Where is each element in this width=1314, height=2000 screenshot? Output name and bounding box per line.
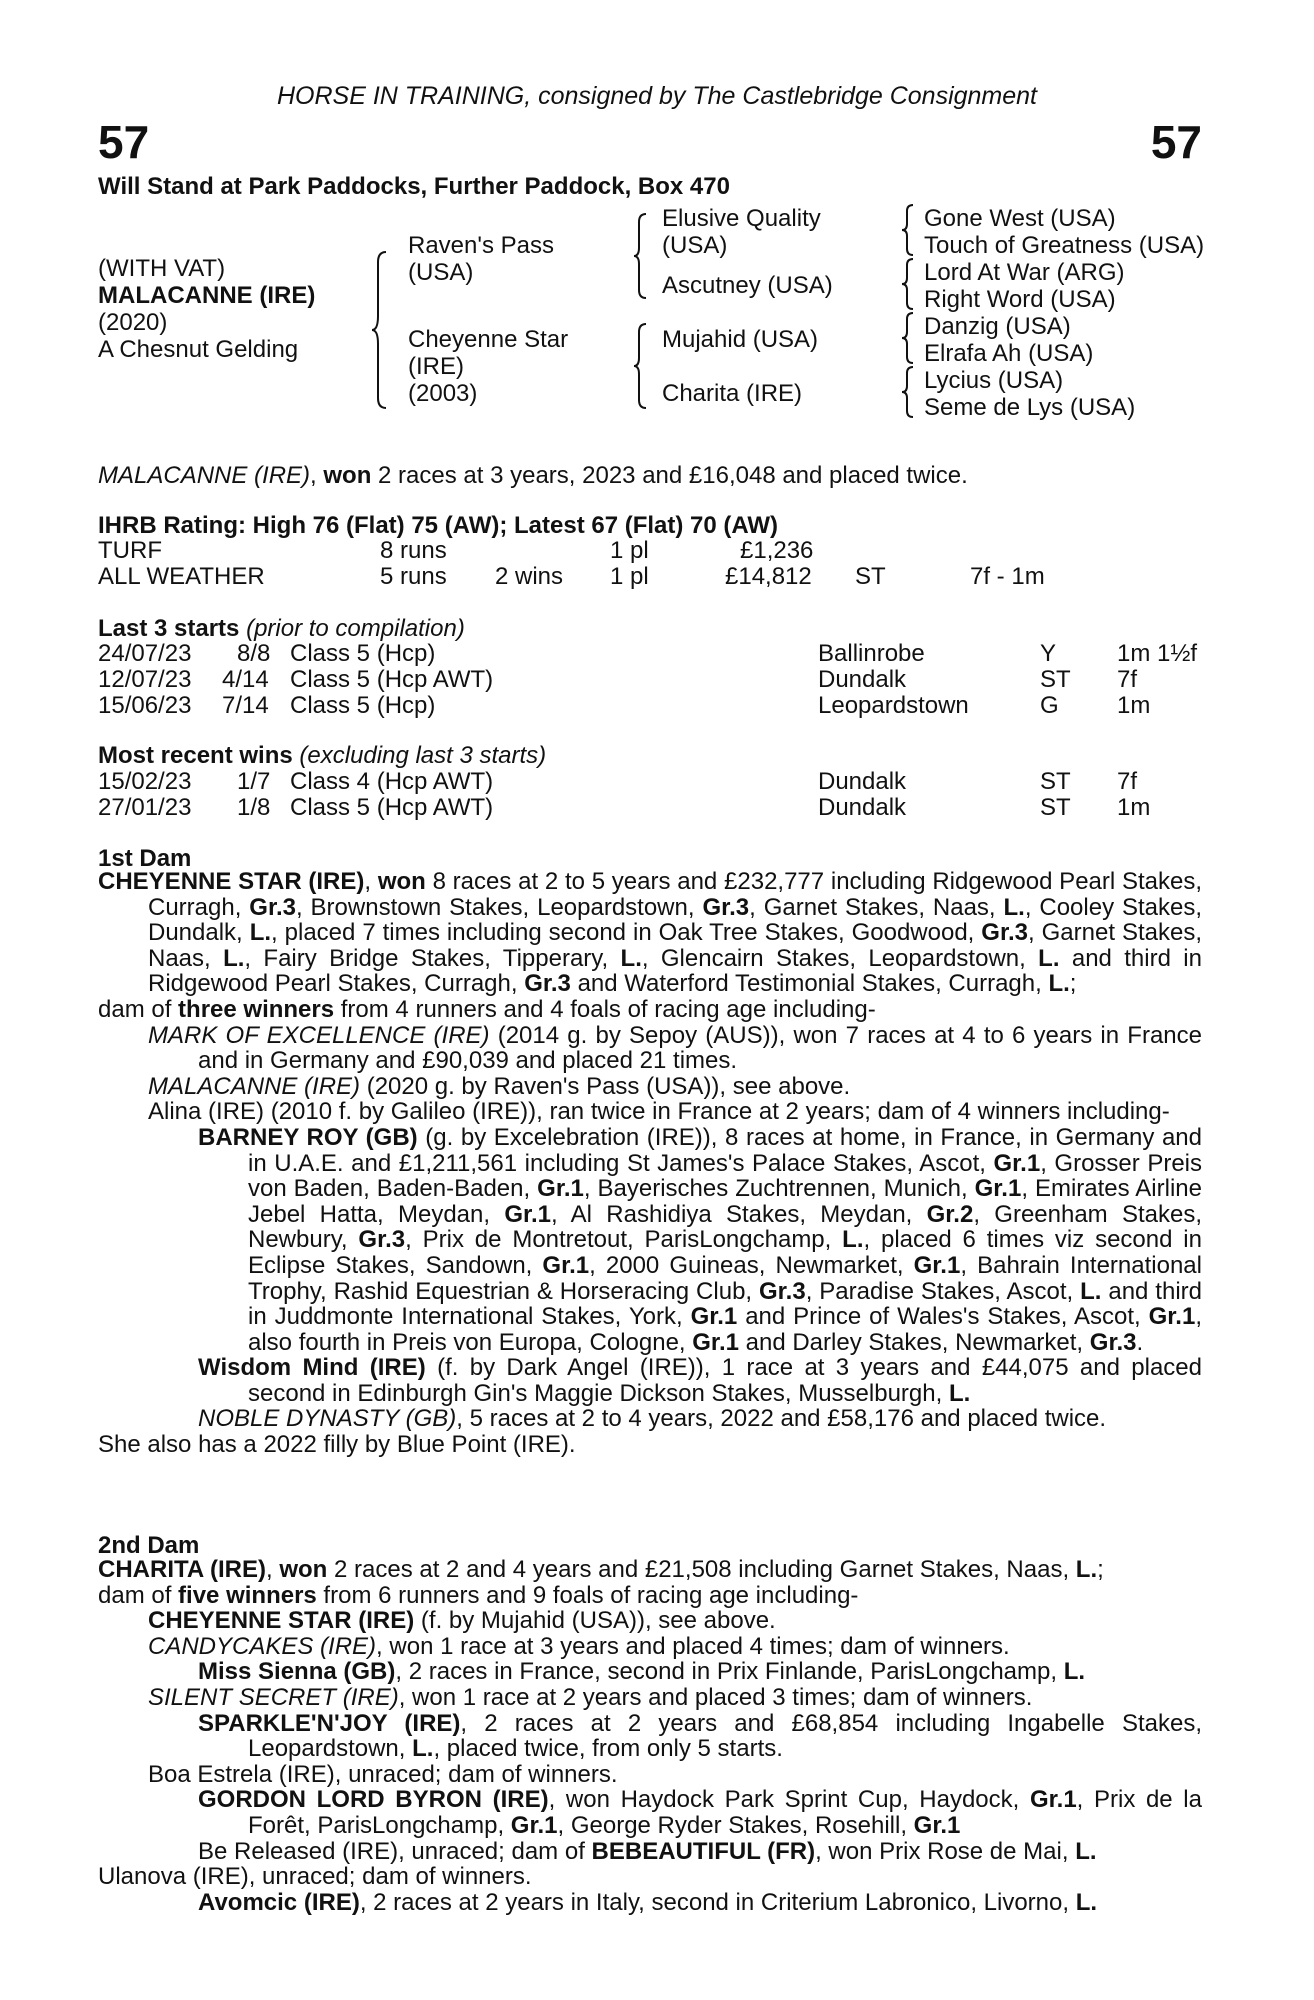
sire-country: (USA) [408, 259, 474, 286]
consignment-header: HORSE IN TRAINING, consigned by The Castlebridge Consignment [276, 82, 1038, 110]
last-starts-heading: Last 3 starts (prior to compilation) [98, 615, 465, 642]
start-class: Class 5 (Hcp AWT) [290, 666, 494, 693]
sire-sire-country: (USA) [662, 232, 728, 259]
dam-country: (IRE) [408, 353, 464, 380]
recent-wins-heading: Most recent wins (excluding last 3 starts) [98, 742, 547, 769]
gen3-6: Elrafa Ah (USA) [924, 340, 1094, 367]
start-course: Dundalk [818, 666, 907, 693]
record-money: £1,236 [740, 537, 814, 564]
dam-sire: Mujahid (USA) [662, 326, 819, 353]
sire-sire: Elusive Quality [662, 205, 821, 232]
win-course: Dundalk [818, 794, 907, 821]
start-distance: 1m [1117, 692, 1151, 719]
first-dam-heading: 1st Dam [98, 845, 192, 872]
win-going: ST [1040, 768, 1071, 795]
start-going: Y [1040, 640, 1057, 667]
start-distance: 7f [1117, 666, 1138, 693]
start-date: 24/07/23 [98, 640, 192, 667]
win-class: Class 5 (Hcp AWT) [290, 794, 494, 821]
brace-gen3-2 [900, 257, 916, 311]
lot-number-left: 57 [98, 116, 150, 168]
gen3-4: Right Word (USA) [924, 286, 1116, 313]
brace-gen3-3 [900, 311, 916, 365]
record-placed: 1 pl [610, 537, 649, 564]
win-distance: 7f [1117, 768, 1138, 795]
win-class: Class 4 (Hcp AWT) [290, 768, 494, 795]
start-position: 4/14 [222, 666, 269, 693]
vat-note: (WITH VAT) [98, 255, 226, 282]
lot-number-right: 57 [1150, 116, 1202, 168]
win-date: 15/02/23 [98, 768, 192, 795]
ihrb-rating: IHRB Rating: High 76 (Flat) 75 (AW); Latest 67 (Flat) 70 (AW) [98, 512, 779, 539]
second-dam-heading: 2nd Dam [98, 1532, 200, 1559]
win-going: ST [1040, 794, 1071, 821]
start-distance: 1m 1½f [1117, 640, 1198, 667]
start-class: Class 5 (Hcp) [290, 640, 436, 667]
sire-dam: Ascutney (USA) [662, 272, 833, 299]
start-class: Class 5 (Hcp) [290, 692, 436, 719]
record-going: ST [855, 563, 886, 590]
start-going: G [1040, 692, 1059, 719]
stand-location: Will Stand at Park Paddocks, Further Paddock, Box 470 [98, 173, 730, 200]
start-position: 7/14 [222, 692, 269, 719]
race-summary: MALACANNE (IRE), won 2 races at 3 years, 2023 and £16,048 and placed twice. [98, 462, 968, 489]
brace-gen3-1 [900, 203, 916, 257]
win-position: 1/7 [237, 768, 271, 795]
brace-main [370, 250, 390, 410]
brace-sire [632, 212, 650, 300]
win-position: 1/8 [237, 794, 271, 821]
record-runs: 8 runs [380, 537, 447, 564]
horse-description: A Chesnut Gelding [98, 336, 299, 363]
start-date: 15/06/23 [98, 692, 192, 719]
first-dam-text: CHEYENNE STAR (IRE), won 8 races at 2 to 5 years and £232,777 including Ridgewood Pearl Stakes, Curragh, Gr.3, Brownstown Stakes, Leopardstown, Gr.3, Garnet Stakes, Naas, L., Cooley Stakes, Dundalk, L., placed 7 times including second in Oak Tree Stakes, Goodwood, Gr.3, Garnet Stakes, Naas, L., Fairy Bridge Stakes, Tipperary, L., Glencairn Stakes, Leopardstown, L. and third in Ridgewood Pearl Stakes, Curragh, Gr.3 and Waterford Testimonial Stakes, Curragh, L.; dam of three winners from 4 runners and 4 foals of racing age including- MARK OF EXCELLENCE (IRE) (2014 g. by Sepoy (AUS)), won 7 races at 4 to 6 years in France and in Germany and £90,039 and placed 21 times. MALACANNE (IRE) (2020 g. by Raven's Pass (USA)), see above. Alina (IRE) (2010 f. by Galileo (IRE)), ran twice in France at 2 years; dam of 4 winners including- BARNEY ROY (GB) (g. by Excelebration (IRE)), 8 races at home, in France, in Germany and in U.A.E. and £1,211,561 including St James's Palace Stakes, Ascot, Gr.1, Grosser Preis von Baden, Baden-Baden, Gr.1, Bayerisches Zuchtrennen, Munich, Gr.1, Emirates Airline Jebel Hatta, Meydan, Gr.1, Al Rashidiya Stakes, Meydan, Gr.2, Greenham Stakes, Newbury, Gr.3, Prix de Montretout, ParisLongchamp, L., placed 6 times viz second in Eclipse Stakes, Sandown, Gr.1, 2000 Guineas, Newmarket, Gr.1, Bahrain International Trophy, Rashid Equestrian & Horseracing Club, Gr.3, Paradise Stakes, Ascot, L. and third in Juddmonte International Stakes, York, Gr.1 and Prince of Wales's Stakes, Ascot, Gr.1, also fourth in Preis von Europa, Cologne, Gr.1 and Darley Stakes, Newmarket, Gr.3. Wisdom Mind (IRE) (f. by Dark Angel (IRE)), 1 race at 3 years and £44,075 and placed second in Edinburgh Gin's Maggie Dickson Stakes, Musselburgh, L. NOBLE DYNASTY (GB), 5 races at 2 to 4 years, 2022 and £58,176 and placed twice. She also has a 2022 filly by Blue Point (IRE). [98, 868, 1203, 1459]
start-course: Leopardstown [818, 692, 969, 719]
record-money: £14,812 [725, 563, 812, 590]
start-date: 12/07/23 [98, 666, 192, 693]
dam-name: Cheyenne Star [408, 326, 569, 353]
start-position: 8/8 [237, 640, 271, 667]
gen3-2: Touch of Greatness (USA) [924, 232, 1205, 259]
dam-dam: Charita (IRE) [662, 380, 803, 407]
gen3-8: Seme de Lys (USA) [924, 394, 1136, 421]
win-distance: 1m [1117, 794, 1151, 821]
record-surface: ALL WEATHER [98, 563, 265, 590]
gen3-7: Lycius (USA) [924, 367, 1064, 394]
record-distance: 7f - 1m [970, 563, 1045, 590]
horse-name: MALACANNE (IRE) [98, 282, 316, 309]
record-placed: 1 pl [610, 563, 649, 590]
win-course: Dundalk [818, 768, 907, 795]
gen3-5: Danzig (USA) [924, 313, 1071, 340]
record-wins: 2 wins [495, 563, 564, 590]
record-runs: 5 runs [380, 563, 447, 590]
start-course: Ballinrobe [818, 640, 925, 667]
record-surface: TURF [98, 537, 162, 564]
start-going: ST [1040, 666, 1071, 693]
second-dam-text: CHARITA (IRE), won 2 races at 2 and 4 years and £21,508 including Garnet Stakes, Naas, L.; dam of five winners from 6 runners and 9 foals of racing age including- CHEYENNE STAR (IRE) (f. by Mujahid (USA)), see above. CANDYCAKES (IRE), won 1 race at 3 years and placed 4 times; dam of winners. Miss Sienna (GB), 2 races in France, second in Prix Finlande, ParisLongchamp, L. SILENT SECRET (IRE), won 1 race at 2 years and placed 3 times; dam of winners. SPARKLE'N'JOY (IRE), 2 races at 2 years and £68,854 including Ingabelle Stakes, Leopardstown, L., placed twice, from only 5 starts. Boa Estrela (IRE), unraced; dam of winners. GORDON LORD BYRON (IRE), won Haydock Park Sprint Cup, Haydock, Gr.1, Prix de la Forêt, ParisLongchamp, Gr.1, George Ryder Stakes, Rosehill, Gr.1 Be Released (IRE), unraced; dam of BEBEAUTIFUL (FR), won Prix Rose de Mai, L. Ulanova (IRE), unraced; dam of winners. Avomcic (IRE), 2 races at 2 years in Italy, second in Criterium Labronico, Livorno, L. [98, 1556, 1202, 1916]
win-date: 27/01/23 [98, 794, 192, 821]
dam-year: (2003) [408, 380, 478, 407]
brace-gen3-4 [900, 365, 916, 419]
brace-dam [632, 322, 650, 410]
gen3-3: Lord At War (ARG) [924, 259, 1125, 286]
sire-name: Raven's Pass [408, 232, 554, 259]
horse-year: (2020) [98, 309, 168, 336]
gen3-1: Gone West (USA) [924, 205, 1116, 232]
